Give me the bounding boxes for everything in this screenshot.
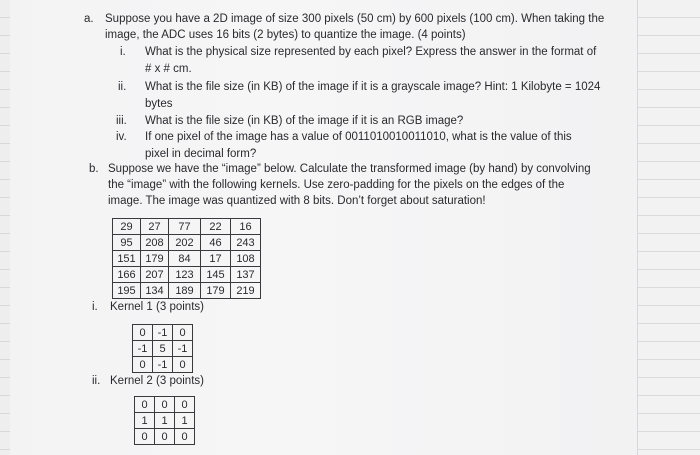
item-i-line2: # x # cm. [145,63,192,75]
kernel-cell: 0 [135,429,155,445]
kernel2-row [135,429,195,445]
image-matrix-row [113,283,261,299]
kernel-cell: 1 [175,413,195,429]
kernel1-row [133,325,193,341]
item-iv-line2: pixel in decimal form? [145,148,257,160]
kernel-cell: -1 [173,341,193,357]
image-cell: 95 [113,235,141,251]
image-cell: 166 [113,267,141,283]
image-cell: 108 [231,251,261,267]
kernel1-row [133,341,193,357]
image-matrix-row [113,235,261,251]
kernel-cell: 1 [155,413,175,429]
image-matrix-row [113,267,261,283]
kernel2-row [135,397,195,413]
kernel-cell: 0 [133,357,153,373]
image-cell: 123 [169,267,201,283]
image-cell: 219 [231,283,261,299]
kernel-cell: -1 [133,341,153,357]
image-cell: 179 [141,251,169,267]
item-ii-line1: What is the file size (in KB) of the image if it is a grayscale image? Hint: 1 Kilobyte = 1024 [145,81,601,93]
kernel-cell: 0 [133,325,153,341]
image-cell: 27 [141,219,169,235]
item-iii-marker: iii. [116,115,127,127]
image-cell: 189 [169,283,201,299]
image-cell: 151 [113,251,141,267]
image-cell: 137 [231,267,261,283]
image-cell: 84 [169,251,201,267]
kernel-cell: 1 [135,413,155,429]
question-a-marker: a. [84,13,94,25]
image-cell: 17 [201,251,231,267]
kernel-cell: 0 [175,429,195,445]
item-ii-marker: ii. [118,81,127,93]
kernel2-marker: ii. [92,375,101,387]
kernel1-marker: i. [92,301,98,313]
kernel-cell: 0 [155,429,175,445]
question-b-marker: b. [89,163,99,175]
kernel-cell: -1 [153,325,173,341]
item-iv-marker: iv. [116,131,127,143]
question-b-line1: Suppose we have the “image” below. Calculate the transformed image (by hand) by convolving [108,163,591,175]
image-cell: 22 [201,219,231,235]
kernel-cell: 0 [173,357,193,373]
image-cell: 77 [169,219,201,235]
question-a-line1: Suppose you have a 2D image of size 300 pixels (50 cm) by 600 pixels (100 cm). When taking the [105,13,605,25]
ruled-margin-left [0,0,10,455]
item-ii-line2: bytes [145,98,173,110]
image-matrix-row [113,219,261,235]
image-cell: 29 [113,219,141,235]
image-cell: 134 [141,283,169,299]
question-a-line2: image, the ADC uses 16 bits (2 bytes) to quantize the image. (4 points) [105,29,466,41]
image-matrix-table [112,218,261,299]
item-iii-line1: What is the file size (in KB) of the image if it is an RGB image? [145,115,464,127]
question-b-line3: image. The image was quantized with 8 bits. Don’t forget about saturation! [108,195,486,207]
image-cell: 145 [201,267,231,283]
ruled-margin-right [637,0,700,455]
kernel-cell: 0 [175,397,195,413]
kernel2-table [134,396,195,445]
image-cell: 179 [201,283,231,299]
image-cell: 202 [169,235,201,251]
item-i-line1: What is the physical size represented by each pixel? Express the answer in the format of [145,46,597,58]
kernel-cell: 0 [135,397,155,413]
kernel-cell: 0 [173,325,193,341]
kernel-cell: 0 [155,397,175,413]
image-cell: 207 [141,267,169,283]
kernel-cell: 5 [153,341,173,357]
question-b-line2: the “image” with the following kernels. Use zero-padding for the pixels on the edges of the [108,179,565,191]
image-cell: 195 [113,283,141,299]
image-matrix-row [113,251,261,267]
item-i-marker: i. [120,46,126,58]
image-cell: 243 [231,235,261,251]
kernel1-table [132,324,193,373]
kernel2-label: Kernel 2 (3 points) [110,375,204,387]
image-cell: 46 [201,235,231,251]
kernel-cell: -1 [153,357,173,373]
kernel1-label: Kernel 1 (3 points) [110,301,204,313]
kernel1-row [133,357,193,373]
item-iv-line1: If one pixel of the image has a value of 0011010010011010, what is the value of this [145,131,572,143]
image-cell: 16 [231,219,261,235]
image-cell: 208 [141,235,169,251]
kernel2-row [135,413,195,429]
